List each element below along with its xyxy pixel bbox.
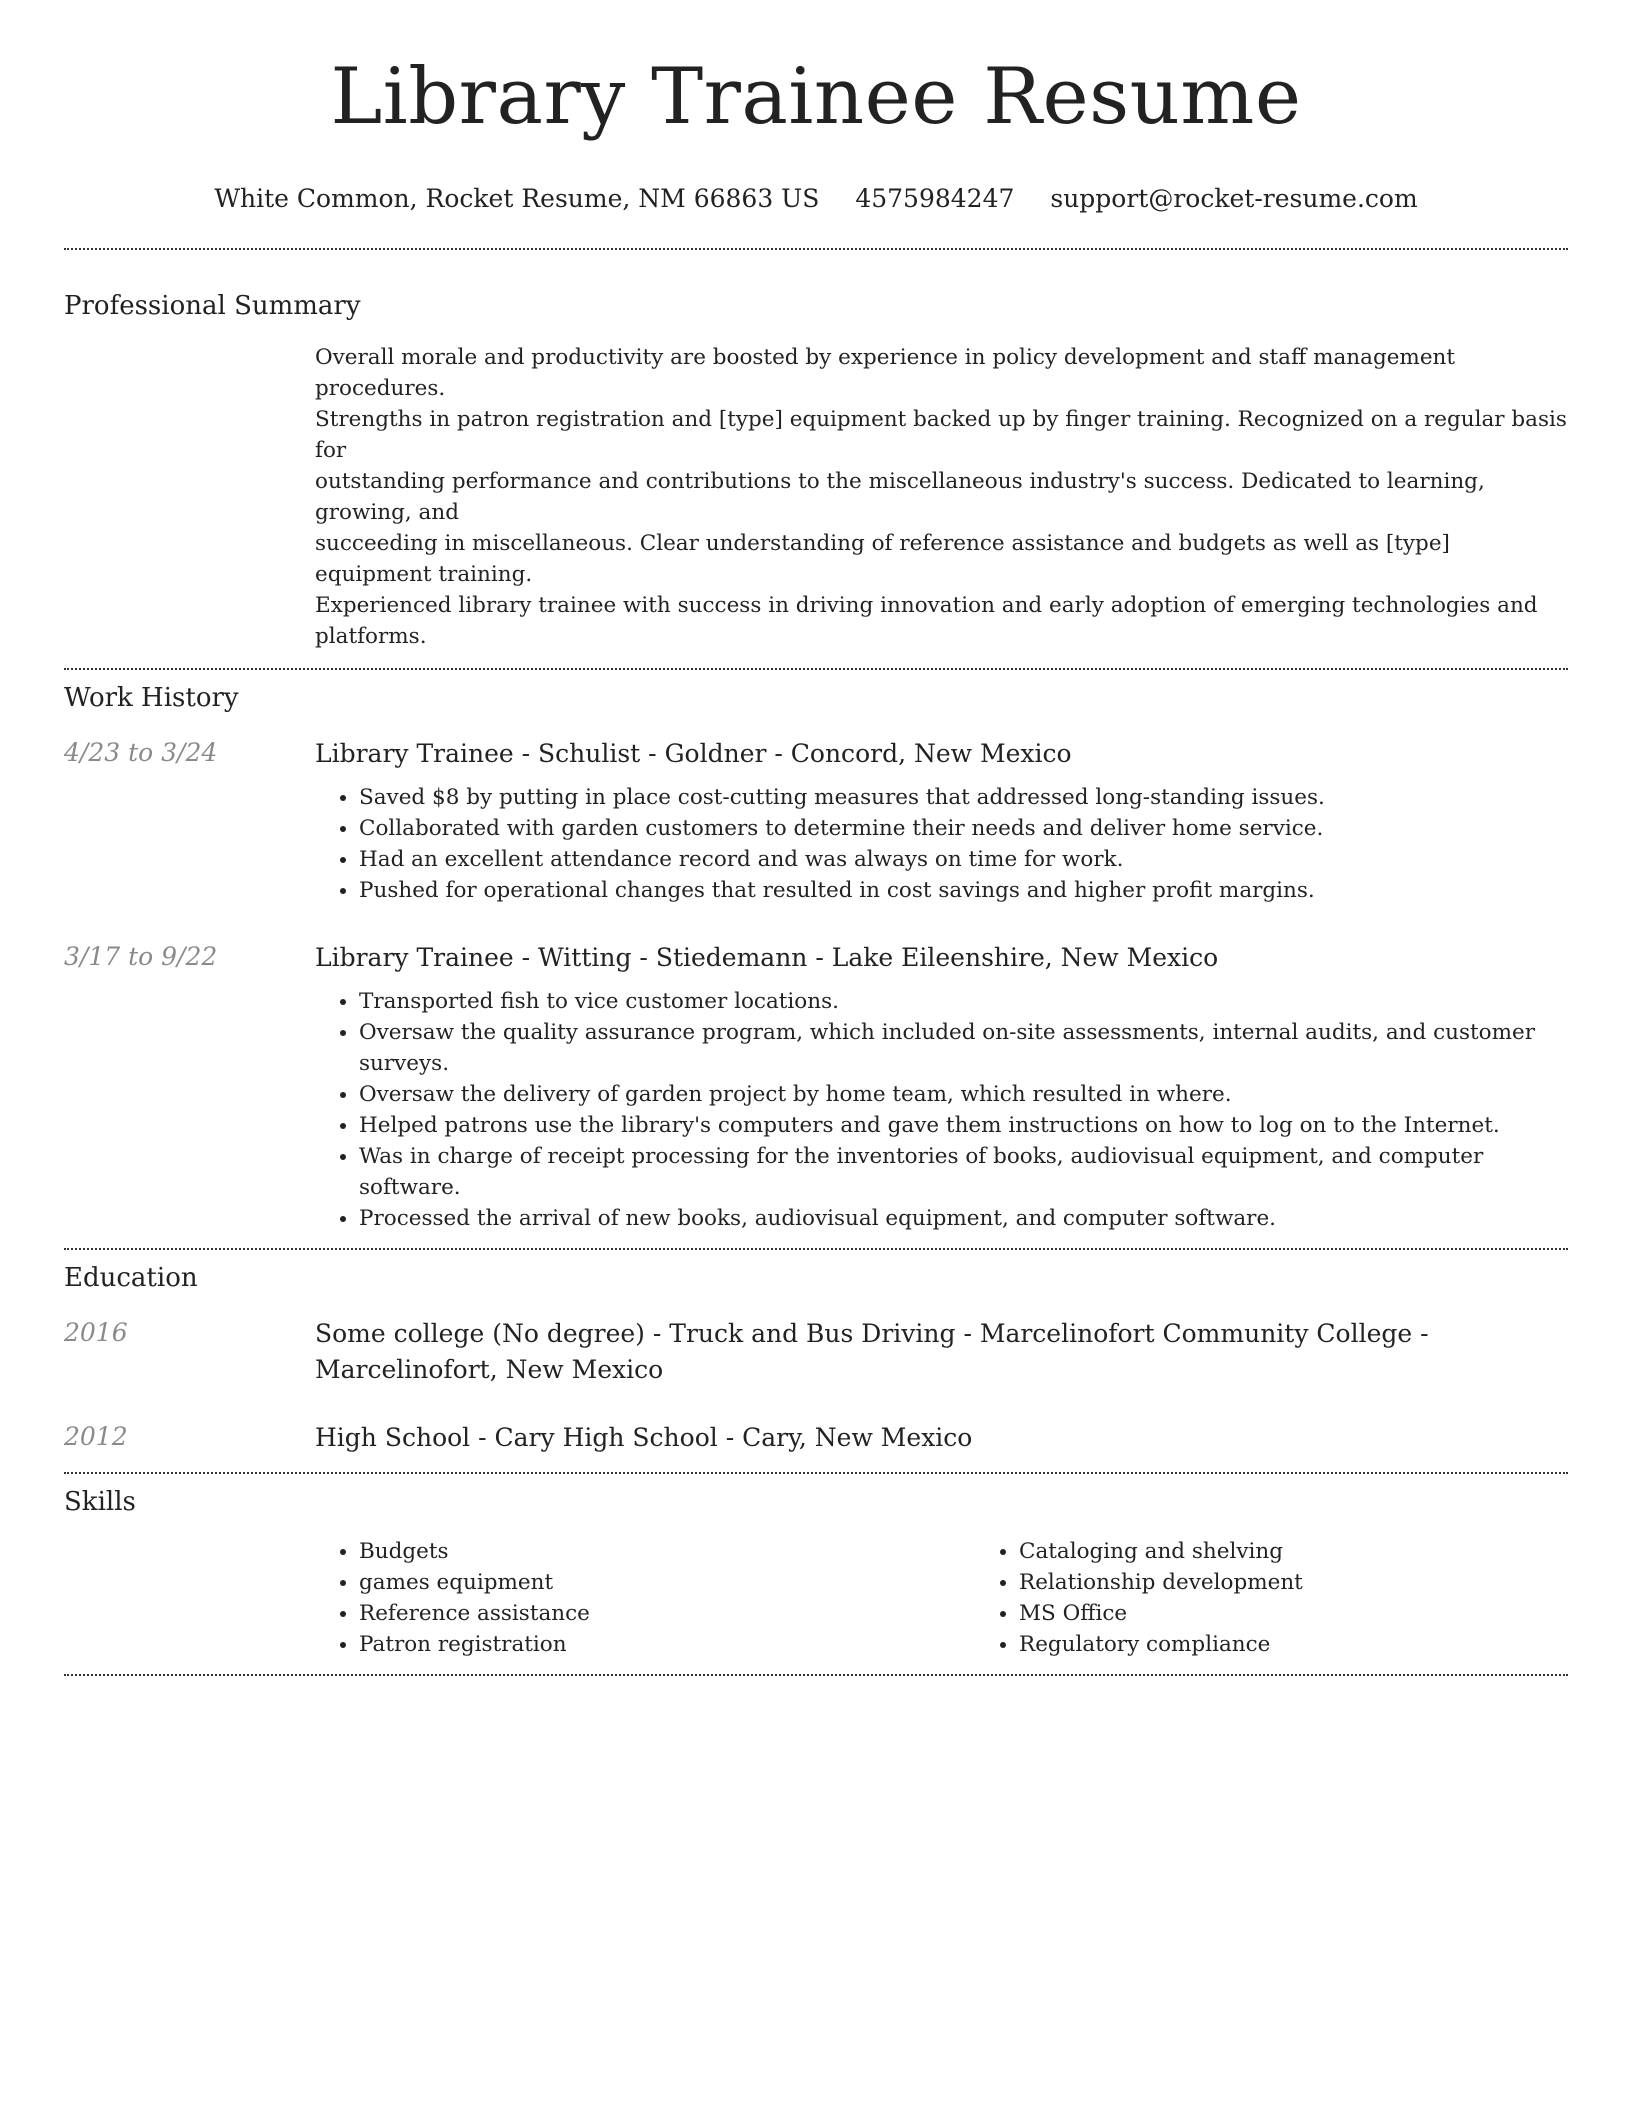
summary-line: Experienced library trainee with success in driving innovation and early adoption of emerging technologies and platforms. (315, 593, 1538, 649)
phone: 4575984247 (855, 184, 1015, 213)
list-item: • games equipment (359, 1567, 975, 1598)
job-dates: 4/23 to 3/24 (64, 738, 218, 767)
summary-line: Overall morale and productivity are boosted by experience in policy development and staff management procedures. (315, 345, 1456, 401)
education-section (64, 1262, 1568, 1456)
list-item: • Helped patrons use the library's computers and gave them instructions on how to log on to the Internet. (359, 1110, 1568, 1141)
divider (64, 1472, 1568, 1474)
school: - Cary High School - Cary, New Mexico (470, 1423, 973, 1452)
divider (64, 248, 1568, 250)
skills-grid (315, 1536, 1632, 1660)
summary-line: Strengths in patron registration and [type] equipment backed up by finger training. Recognized on a regular basis for (315, 407, 1567, 463)
list-item: • Oversaw the delivery of garden project by home team, which resulted in where. (359, 1079, 1568, 1110)
divider (64, 1248, 1568, 1250)
email: support@rocket-resume.com (1050, 184, 1418, 213)
job-bullets (315, 782, 1568, 906)
summary-text (315, 342, 1568, 652)
education-heading: Education (64, 1263, 198, 1293)
job-dates: 3/17 to 9/22 (64, 942, 218, 971)
summary-section (64, 290, 1568, 652)
job-title: Library Trainee - Schulist - Goldner - Concord, New Mexico (315, 739, 1072, 768)
list-item: • Pushed for operational changes that resulted in cost savings and higher profit margins. (359, 875, 1568, 906)
education-title (315, 1316, 1568, 1388)
work-heading: Work History (64, 683, 239, 713)
job-entry (64, 940, 1568, 1234)
education-entry (64, 1316, 1568, 1388)
education-year: 2016 (64, 1318, 128, 1347)
list-item: • Was in charge of receipt processing for the inventories of books, audiovisual equipment, and computer software. (359, 1141, 1568, 1203)
divider (64, 1674, 1568, 1676)
education-title (315, 1420, 1568, 1456)
summary-heading: Professional Summary (64, 291, 361, 321)
page-title: Library Trainee Resume (330, 52, 1302, 142)
summary-line: outstanding performance and contributions to the miscellaneous industry's success. Dedicated to learning, growing, and (315, 469, 1485, 525)
list-item: • Transported fish to vice customer locations. (359, 986, 1568, 1017)
list-item: • Oversaw the quality assurance program, which included on-site assessments, internal audits, and customer surveys. (359, 1017, 1568, 1079)
skills-heading: Skills (64, 1487, 136, 1517)
list-item: • Had an excellent attendance record and was always on time for work. (359, 844, 1568, 875)
degree: High School (315, 1423, 471, 1452)
contact-line (64, 184, 1568, 214)
skills-list-right (975, 1536, 1632, 1660)
school: - Marcelinofort Community College - Marcelinofort, New Mexico (315, 1319, 1429, 1384)
job-title: Library Trainee - Witting - Stiedemann - Lake Eileenshire, New Mexico (315, 943, 1219, 972)
list-item: • Budgets (359, 1536, 975, 1567)
education-year: 2012 (64, 1422, 128, 1451)
divider (64, 668, 1568, 670)
list-item: • Collaborated with garden customers to determine their needs and deliver home service. (359, 813, 1568, 844)
skills-list-left (315, 1536, 975, 1660)
list-item: • Cataloging and shelving (1019, 1536, 1632, 1567)
education-entry (64, 1420, 1568, 1456)
degree: Some college (No degree) - Truck and Bus Driving (315, 1319, 956, 1348)
address: White Common, Rocket Resume, NM 66863 US (214, 184, 820, 213)
list-item: • Patron registration (359, 1629, 975, 1660)
job-entry (64, 736, 1568, 906)
job-bullets (315, 986, 1568, 1234)
list-item: • Reference assistance (359, 1598, 975, 1629)
skills-section (64, 1486, 1568, 1660)
list-item: • MS Office (1019, 1598, 1632, 1629)
summary-line: succeeding in miscellaneous. Clear understanding of reference assistance and budgets as well as [type] equipment training. (315, 531, 1450, 587)
list-item: • Relationship development (1019, 1567, 1632, 1598)
work-section (64, 682, 1568, 1234)
list-item: • Processed the arrival of new books, audiovisual equipment, and computer software. (359, 1203, 1568, 1234)
list-item: • Saved $8 by putting in place cost-cutting measures that addressed long-standing issues. (359, 782, 1568, 813)
list-item: • Regulatory compliance (1019, 1629, 1632, 1660)
